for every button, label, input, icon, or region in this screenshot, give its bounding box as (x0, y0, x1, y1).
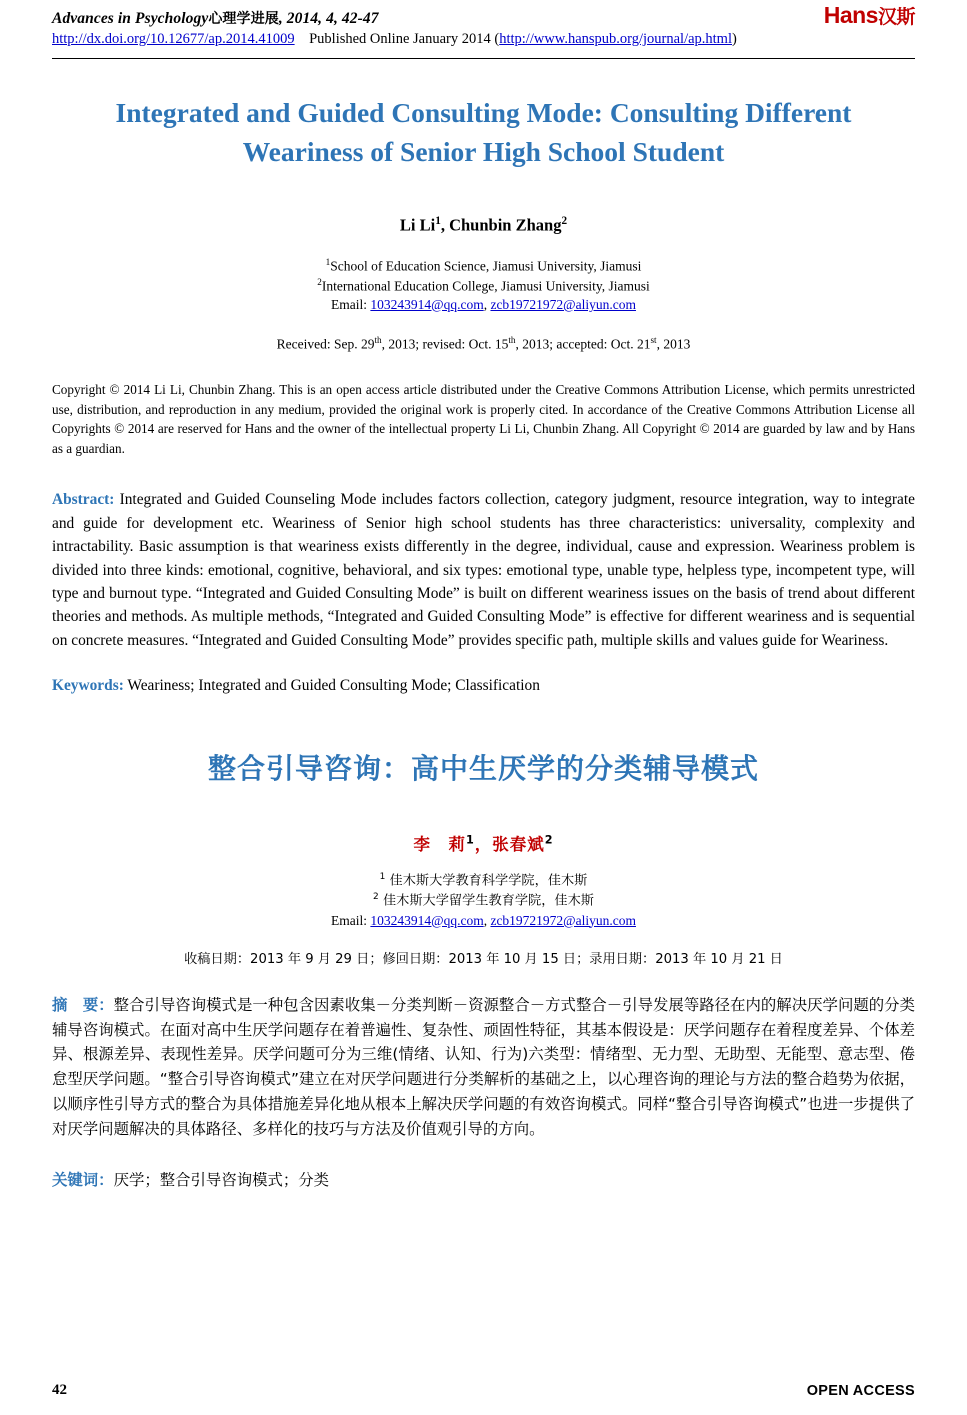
page-header (52, 0, 915, 56)
author-separator: , (440, 215, 450, 235)
chinese-email-line (52, 913, 915, 929)
chinese-affiliation-1 (52, 871, 915, 891)
doi-link[interactable]: http://dx.doi.org/10.12677/ap.2014.41009 (52, 31, 295, 47)
article-dates (52, 335, 915, 353)
affiliation-1 (52, 256, 915, 276)
copyright-notice: Copyright © 2014 Li Li, Chunbin Zhang. This is an open access article distributed under the Creative Commons Attribution License, which permits unrestricted use, distribution, and reproduction in any medium, provided the original work is properly cited. In accordance of the Creative Commons Attribution License all Copyrights © 2014 are reserved for Hans and the owner of the intellectual property Li Li, Chunbin Zhang. All Copyright © 2014 are guarded by law and by Hans as a guardian. (52, 382, 915, 456)
author-1: Li Li (399, 215, 436, 235)
chinese-email-separator: , (483, 912, 491, 928)
keywords-text: Weariness; Integrated and Guided Consulting Mode; Classification (123, 677, 540, 695)
author-2: Chunbin Zhang (449, 215, 562, 235)
received-label: Received: Sep. 29 (276, 336, 375, 352)
chinese-author-2: 张春斌 (492, 835, 545, 855)
page-footer (52, 1382, 915, 1399)
email-link-2[interactable]: zcb19721972@aliyun.com (490, 296, 636, 312)
chinese-dates: 收稿日期：2013 年 9 月 29 日；修回日期：2013 年 10 月 15 日；录用日期：2013 年 10 月 21 日 (184, 951, 783, 967)
email-line (52, 297, 915, 313)
email-separator: , (483, 296, 491, 312)
chinese-abstract-label: 摘 要： (52, 995, 114, 1014)
chinese-affiliation-1-marker: 1 (379, 872, 386, 883)
page-number: 42 (52, 1382, 67, 1398)
hans-logo-cn: 汉斯 (877, 6, 915, 28)
abstract-text: Integrated and Guided Counseling Mode includes factors collection, category judgment, resource integration, way to integrate and guide for development etc. Weariness of Senior high school students has three characteristics: universality, complexity and intractability. Basic assumption is that weariness exists differently in the degree, individual, cause and expression. Weariness problem is divided into three kinds: emotional, cognitive, behavioral, and six types: emotional type, unable type, helpless type, incompetent type, will type and burnout type. “Integrated and Guided Consulting Mode” is built on different weariness issues on the basis of trend about different theories and methods. As multiple methods, “Integrated and Guided Consulting Mode” is effective for different weariness and is sequential on concrete measures. “Integrated and Guided Consulting Mode” provides specific path, multiple skills and values guide for Weariness. (52, 491, 915, 649)
chinese-author-separator: ， (474, 835, 493, 855)
chinese-author-1: 李 莉 (413, 835, 466, 855)
chinese-affiliation-1-text: 佳木斯大学教育科学学院，佳木斯 (385, 873, 588, 889)
chinese-keywords-text: 厌学；整合引导咨询模式；分类 (113, 1171, 330, 1190)
abstract-section (52, 488, 915, 652)
chinese-keywords-label: 关键词： (52, 1171, 114, 1190)
affiliation-2-text: International Education College, Jiamusi University, Jiamusi (321, 278, 650, 294)
chinese-keywords-section (52, 1168, 915, 1190)
email-label: Email: (331, 296, 371, 312)
accepted-year: , 2013 (656, 336, 691, 352)
received-ordinal: th (374, 334, 382, 345)
chinese-author-list (52, 831, 915, 855)
page-title: Integrated and Guided Consulting Mode: Consulting Different Weariness of Senior High School Student (115, 97, 852, 168)
published-online-text: Published Online January 2014 ( (309, 31, 500, 47)
journal-title: Advances in Psychology (52, 10, 209, 27)
open-access-badge: OPEN ACCESS (806, 1383, 915, 1399)
keywords-section (52, 677, 915, 695)
chinese-email-label: Email: (331, 912, 371, 928)
chinese-affiliation-2 (52, 891, 915, 911)
chinese-affiliations (52, 871, 915, 911)
journal-title-line (52, 8, 915, 28)
abstract-label: Abstract: (52, 491, 115, 509)
chinese-email-link-2[interactable]: zcb19721972@aliyun.com (490, 912, 636, 928)
journal-home-link[interactable]: http://www.hanspub.org/journal/ap.html (499, 31, 732, 47)
published-online-text-end: ) (732, 31, 737, 47)
author-1-affil-marker: 1 (435, 215, 441, 228)
revised-ordinal: th (508, 334, 516, 345)
hans-logo (824, 2, 915, 29)
chinese-author-1-marker: 1 (465, 833, 475, 847)
affiliation-1-text: School of Education Science, Jiamusi University, Jiamusi (330, 258, 642, 274)
chinese-affiliation-2-text: 佳木斯大学留学生教育学院，佳木斯 (378, 893, 594, 909)
email-link-1[interactable]: 103243914@qq.com (370, 296, 484, 312)
author-list (52, 215, 915, 236)
header-divider (52, 58, 915, 59)
doi-line (52, 31, 915, 48)
chinese-email-link-1[interactable]: 103243914@qq.com (370, 912, 484, 928)
chinese-title: 整合引导咨询：高中生厌学的分类辅导模式 (207, 752, 759, 786)
affiliation-2 (52, 276, 915, 296)
chinese-abstract-text: 整合引导咨询模式是一种包含因素收集－分类判断－资源整合－方式整合－引导发展等路径在内的解决厌学问题的分类辅导咨询模式。在面对高中生厌学问题存在着普遍性、复杂性、顽固性特征，其基本假设是：厌学问题存在着程度差异、个体差异、根源差异、表现性差异。厌学问题可分为三维(情绪、认知、行为)六类型：情绪型、无力型、无助型、无能型、意志型、倦怠型厌学问题。“整合引导咨询模式”建立在对厌学问题进行分类解析的基础之上，以心理咨询的理论与方法的整合趋势为依据，以顺序性引导方式的整合为具体措施差异化地从根本上解决厌学问题的有效咨询模式。同样“整合引导咨询模式”也进一步提供了对厌学问题解决的具体路径、多样化的技巧与方法及价值观引导的方向。 (52, 995, 915, 1139)
chinese-affiliation-2-marker: 2 (373, 892, 379, 903)
accepted-label: , 2013; accepted: Oct. 21 (515, 336, 651, 352)
affiliations (52, 256, 915, 296)
revised-label: , 2013; revised: Oct. 15 (381, 336, 509, 352)
chinese-abstract-section (52, 993, 915, 1143)
keywords-label: Keywords: (52, 677, 124, 695)
hans-logo-en: Hans (823, 2, 878, 28)
journal-issue-info: , 2014, 4, 42-47 (278, 10, 379, 27)
author-2-affil-marker: 2 (561, 215, 568, 228)
affiliation-2-marker: 2 (317, 276, 322, 287)
journal-title-cn: 心理学进展 (208, 11, 279, 27)
accepted-ordinal: st (650, 334, 657, 345)
affiliation-1-marker: 1 (325, 256, 331, 267)
chinese-author-2-marker: 2 (544, 833, 554, 847)
